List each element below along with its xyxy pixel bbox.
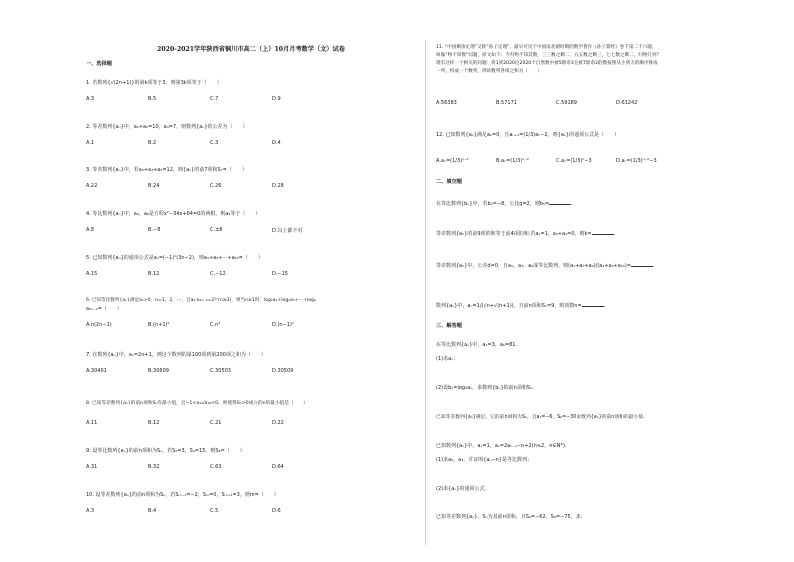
option-d: D.以上都不对 [272,228,303,234]
option-d: D.64 [272,464,284,470]
option-a: A.15 [86,271,98,277]
problem-17-part-1: (1)求aₙ； [436,356,459,362]
question-7: 7. 在数列{aₙ}中，aₙ=2n+1，则这个数列的第100项到第200项之和为（ ） [86,352,266,358]
option-b: B.4 [148,508,157,514]
fill-question-14: 等差数列{aₙ}的前9项的和等于前4项的和.若a₁=1，a₄+a₄=0，则k= . [436,231,616,237]
option-a: A.n(2n−1) [86,322,112,328]
option-b: B.(n+1)² [148,322,170,328]
fill-question-15: 等差数列{aₙ}中，公差d≠0，且a₁，a₃，a₉成等比数列，则(a₁+a₃+a₉)/(a₂+a₄+a₁₀)= . [436,263,655,269]
fill-15-text: 等差数列{aₙ}中，公差d≠0，且a₁，a₃，a₉成等比数列，则(a₁+a₃+a₉)/(a₂+a₄+a₁₀)= [436,263,632,269]
option-c: C.30503 [210,368,231,374]
option-c: C.26 [210,183,222,189]
option-d: D.−15 [272,271,288,277]
section-solve-heading: 三、解答题 [436,323,462,329]
problem-20: 已知等差数列{aₙ}，Sₙ为其前n项和，且S₄=−62，S₆=−75，求： [436,514,586,520]
option-b: B.32 [148,464,160,470]
option-a: A.3 [86,96,95,102]
question-1: 1. 若数列{√(2n+1)}的第k项等于3，则第3k项等于（ ） [86,80,222,86]
problem-19-part-1: (1)求a₂，a₃，并证明{aₙ−n}是等比数列； [436,457,532,463]
right-column [436,0,766,562]
option-b: B.12 [148,271,160,277]
exam-title: 2020-2021学年陕西省铜川市高二（上）10月月考数学（文）试卷 [157,46,345,53]
option-d: D.22 [272,420,284,426]
option-c: C.59189 [556,100,577,106]
option-b: B.12 [148,420,160,426]
section-choice-heading: 一、选择题 [86,61,112,67]
option-b: B.24 [148,183,160,189]
question-6-continued: a₂ₙ₋₁=（ ） [86,306,122,312]
question-6: 6. 已知等比数列{aₙ}满足aₙ>0，n=1，2，⋯，且a₅·a₂ₙ₋₅=2²ⁿ(n≥3)，则当n≥1时，log₂a₁+log₂a₃+⋯+log₂ [86,298,316,303]
option-b: B.57171 [496,100,517,106]
question-4: 4. 等比数列{aₙ}中，a₂，a₆是方程x²−34x+64=0的两根，则a₄等于（ ） [86,211,261,217]
question-11-line-4: 一列，构成一个数列，则该数列各项之和为（ ） [436,69,542,74]
question-11-line-3: 现有这样一个相关的问题：将1到2020这2020个自然数中被5除余3且被7除余2的数按照从小到大的顺序排成 [436,61,658,66]
question-9: 9. 设等比数列{aₙ}的前n项和为Sₙ，若S₂=3，S₄=15，则S₆=（ ） [86,448,245,454]
option-c: C.21 [210,420,222,426]
option-c: C.5 [210,508,219,514]
option-d: D.28 [272,183,284,189]
answer-blank [592,230,614,235]
fill-question-13: 在等比数列{bₙ}中，若b₂=−8，公比q=2，则b₅= . [436,201,573,207]
option-b: B.5 [148,96,157,102]
option-a: A.31 [86,464,98,470]
answer-blank [631,262,653,267]
question-5: 5. 已知数列{aₙ}的通项公式是aₙ=(−1)ⁿ(3n−2)，则a₁+a₂+⋯+a₁₀=（ ） [86,255,263,261]
question-2: 2. 等差数列{aₙ}中，a₁+a₅=10，a₄=7，则数列{aₙ}的公差为（ ） [86,124,248,130]
problem-17-part-2: (2)设bₙ=log₃aₙ，求数列{bₙ}的前n项和Sₙ. [436,385,534,391]
fill-16-text: 数列{aₙ}中，aₙ=1/(√n+√(n+1))，且前n项和Sₙ=9，则项数n= [436,303,582,309]
fill-question-16: 数列{aₙ}中，aₙ=1/(√n+√(n+1))，且前n项和Sₙ=9，则项数n= . [436,303,606,309]
option-d: D.30509 [272,368,294,374]
option-a: A.aₙ=(1/3)ⁿ⁻¹ [436,158,469,164]
option-d: D.aₙ=(1/3)ⁿ⁻²−3 [616,158,657,164]
fill-14-text: 等差数列{aₙ}的前9项的和等于前4项的和.若a₁=1，a₄+a₄=0，则k= [436,231,592,237]
question-11-line-2: 叫做“物不知数”问题，原文如下：今有物不知其数，三三数之剩二，五五数之剩三，七七数之剩二，问物几何？ [436,53,662,58]
option-a: A.1 [86,140,95,146]
option-a: A.3 [86,508,95,514]
question-10: 10. 设等差数列{aₙ}的前n项和为Sₙ，若Sₘ₋₁=−2，Sₘ=0，Sₘ₊₁=3，则m=（ ） [86,492,279,498]
problem-18: 已知等差数列{aₙ}满足，它的前n项和为Sₙ，且a₁=−6，S₆=−30求数列{aₙ}的前n项和的最小值. [436,415,645,420]
option-b: B.2 [148,140,157,146]
question-11: 11. “中国剩余定理”又称“孙子定理”，最早可见于中国南北朝时期的数学著作《孙子算经》卷下第二十六题， [436,45,657,50]
option-c: C.3 [210,140,219,146]
option-b: B.−8 [148,227,161,233]
problem-17: 在等比数列{aₙ}中，a₂=3，a₅=81. [436,342,518,348]
option-b: B.aₙ=(1/3)ⁿ⁻² [496,158,529,164]
option-a: A.30401 [86,368,107,374]
option-c: C.7 [210,96,219,102]
option-d: D.6 [272,508,281,514]
option-c: C.63 [210,464,222,470]
answer-blank [549,200,571,205]
option-d: D.(n−1)² [272,322,294,328]
question-12: 12. 已知数列{aₙ}满足a₁=0，且aₙ₊₁=(1/3)aₙ−2，则{aₙ}的通项公式是（ ） [436,132,620,138]
answer-blank [582,302,604,307]
question-8: 8. 已知等差数列{aₙ}的前n项和Sₙ有最小值，且−1<a₁₁/a₁₀<0，则使得Sₙ>0成立的n的最小值是（ ） [86,401,308,406]
option-d: D.4 [272,140,281,146]
option-a: A.22 [86,183,98,189]
option-c: C.n² [210,322,221,328]
option-a: A.8 [86,227,95,233]
option-d: D.9 [272,96,281,102]
section-fill-heading: 二、填空题 [436,179,462,185]
option-c: C.±8 [210,227,223,233]
question-3: 3. 等差数列{aₙ}中，若a₃+a₄+a₅=12，则{aₙ}的前7项和S₇=（ ） [86,167,247,173]
option-c: C.aₙ=(1/3)ⁿ−3 [556,158,592,164]
option-b: B.30609 [148,368,169,374]
problem-19-part-2: (2)求{aₙ}的通项公式. [436,486,487,492]
option-a: A.56383 [436,100,457,106]
column-divider [425,40,426,545]
option-c: C.−12 [210,271,226,277]
fill-13-text: 在等比数列{bₙ}中，若b₂=−8，公比q=2，则b₅= [436,201,550,207]
option-d: D.61242 [616,100,638,106]
problem-19: 已知数列{aₙ}中，a₁=1，aₙ=2aₙ₋₁−n+2(n≥2，n∈N*). [436,443,567,449]
option-a: A.11 [86,420,98,426]
left-column [86,0,416,562]
